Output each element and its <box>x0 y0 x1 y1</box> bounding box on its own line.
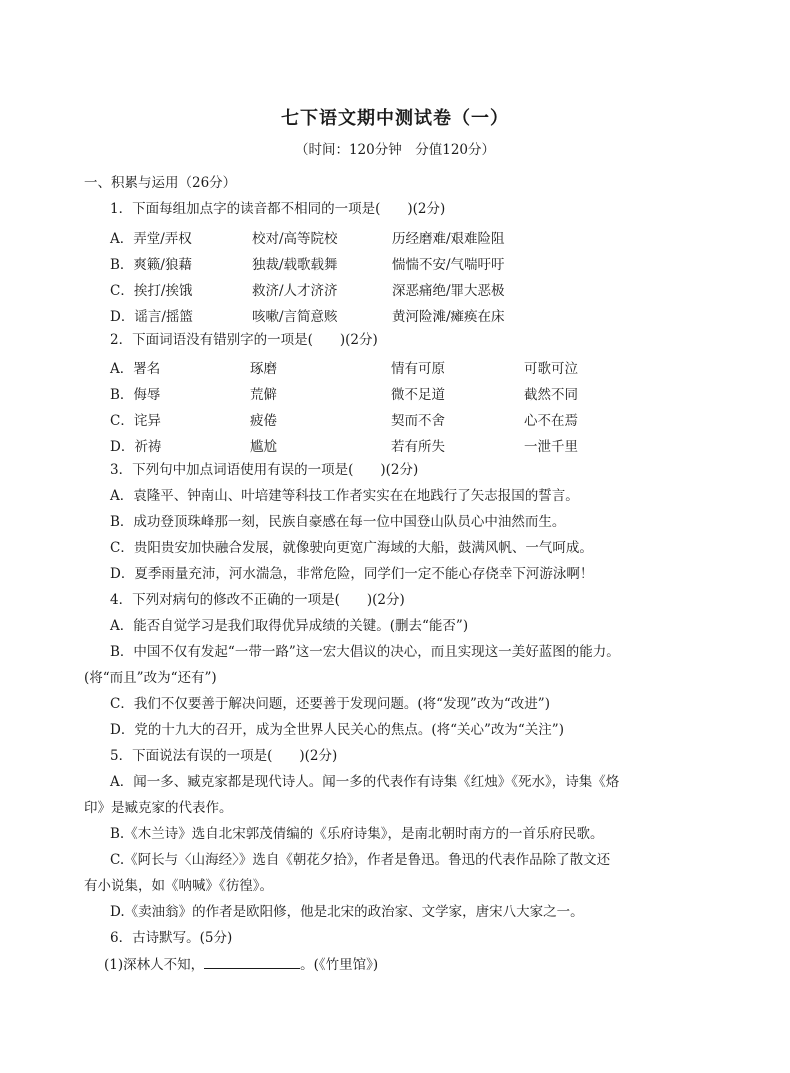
q2-option-row <box>110 435 710 453</box>
q2-option-cell: 尴尬 <box>250 439 277 455</box>
q2-option-cell: 琢磨 <box>250 361 277 377</box>
q1-option-cell: D．谣言/摇篮 <box>110 309 193 325</box>
q2-option-cell: B．侮辱 <box>110 387 161 403</box>
page-title: 七下语文期中测试卷（一） <box>281 108 509 129</box>
question-1-stem: 1．下面每组加点字的读音都不相同的一项是( )(2分) <box>110 201 446 217</box>
q1-option-row <box>110 253 710 271</box>
q1-option-cell: 惴惴不安/气喘吁吁 <box>392 257 505 273</box>
q1-option-cell: B．爽籁/狼藉 <box>110 257 192 273</box>
q1-option-cell: A．弄堂/弄权 <box>110 231 192 247</box>
q1-option-cell: 咳嗽/言简意赅 <box>252 309 338 325</box>
question-4-stem: 4．下列对病句的修改不正确的一项是( )(2分) <box>110 592 405 608</box>
q5-option-c: C.《阿长与〈山海经〉》选自《朝花夕拾》，作者是鲁迅。鲁迅的代表作品除了散文还 <box>110 852 611 868</box>
q2-option-row <box>110 357 710 375</box>
q2-option-cell: 可歌可泣 <box>524 361 578 377</box>
q2-option-cell: 心不在焉 <box>524 413 578 429</box>
q2-option-cell: 契而不舍 <box>391 413 445 429</box>
answer-blank[interactable] <box>204 955 300 969</box>
q4-option-b: B．中国不仅有发起“一带一路”这一宏大倡议的决心，而且实现这一美好蓝图的能力。 <box>110 644 620 660</box>
q2-option-cell: 疲倦 <box>250 413 277 429</box>
q2-option-cell: D．祈祷 <box>110 439 162 455</box>
q6-item-1-prefix: (1)深林人不知， <box>104 957 205 973</box>
section-heading: 一、积累与运用（26分） <box>84 175 237 191</box>
q1-option-cell: 黄河险滩/瘫痪在床 <box>392 309 505 325</box>
q3-option-a: A．袁隆平、钟南山、叶培建等科技工作者实实在在地践行了矢志报国的誓言。 <box>110 488 579 504</box>
q2-option-cell: 一泄千里 <box>524 439 578 455</box>
question-5-stem: 5．下面说法有误的一项是( )(2分) <box>110 748 338 764</box>
q6-item-1 <box>104 955 378 974</box>
q2-option-cell: 若有所失 <box>391 439 445 455</box>
q3-option-b: B．成功登顶珠峰那一刻，民族自豪感在每一位中国登山队员心中油然而生。 <box>110 514 566 530</box>
question-3-stem: 3．下列句中加点词语使用有误的一项是( )(2分) <box>110 462 419 478</box>
q1-option-cell: 深恶痛绝/罪大恶极 <box>392 283 505 299</box>
q4-option-d: D．党的十九大的召开，成为全世界人民关心的焦点。(将“关心”改为“关注”) <box>110 722 564 738</box>
q5-option-c-continued: 有小说集，如《呐喊》《彷徨》。 <box>84 878 273 894</box>
q1-option-cell: 历经磨难/艰难险阻 <box>392 231 505 247</box>
q3-option-c: C．贵阳贵安加快融合发展，就像驶向更宽广海域的大船，鼓满风帆、一气呵成。 <box>110 540 593 556</box>
q3-option-d: D．夏季雨量充沛，河水湍急，非常危险，同学们一定不能心存侥幸下河游泳啊！ <box>110 566 594 582</box>
q2-option-cell: 截然不同 <box>524 387 578 403</box>
q2-option-cell: 情有可原 <box>391 361 445 377</box>
q1-option-row <box>110 305 710 323</box>
q5-option-a-continued: 印》是臧克家的代表作。 <box>84 800 233 816</box>
q1-option-cell: C．挨打/挨饿 <box>110 283 193 299</box>
q1-option-row <box>110 279 710 297</box>
question-6-stem: 6．古诗默写。(5分) <box>110 930 233 946</box>
exam-time-and-score: （时间：120分钟 分值120分） <box>294 142 496 158</box>
q2-option-row <box>110 383 710 401</box>
q4-option-c: C．我们不仅要善于解决问题，还要善于发现问题。(将“发现”改为“改进”) <box>110 696 550 712</box>
q2-option-cell: 荒僻 <box>250 387 277 403</box>
q6-item-1-suffix: 。(《竹里馆》) <box>300 957 379 973</box>
q2-option-cell: A．署名 <box>110 361 161 377</box>
q1-option-row <box>110 227 710 245</box>
q1-option-cell: 救济/人才济济 <box>252 283 338 299</box>
q5-option-d: D.《卖油翁》的作者是欧阳修，他是北宋的政治家、文学家，唐宋八大家之一。 <box>110 904 584 920</box>
q4-option-b-continued: (将“而且”改为“还有”) <box>84 670 217 686</box>
question-2-stem: 2．下面词语没有错别字的一项是( )(2分) <box>110 332 378 348</box>
q5-option-b: B.《木兰诗》选自北宋郭茂倩编的《乐府诗集》，是南北朝时南方的一首乐府民歌。 <box>110 826 604 842</box>
q4-option-a: A．能否自觉学习是我们取得优异成绩的关键。(删去“能否”) <box>110 618 469 634</box>
q1-option-cell: 独裁/载歌载舞 <box>252 257 338 273</box>
q1-option-cell: 校对/高等院校 <box>252 231 338 247</box>
q2-option-row <box>110 409 710 427</box>
q2-option-cell: C．诧异 <box>110 413 161 429</box>
q2-option-cell: 微不足道 <box>391 387 445 403</box>
q5-option-a: A．闻一多、臧克家都是现代诗人。闻一多的代表作有诗集《红烛》《死水》，诗集《烙 <box>110 774 620 790</box>
